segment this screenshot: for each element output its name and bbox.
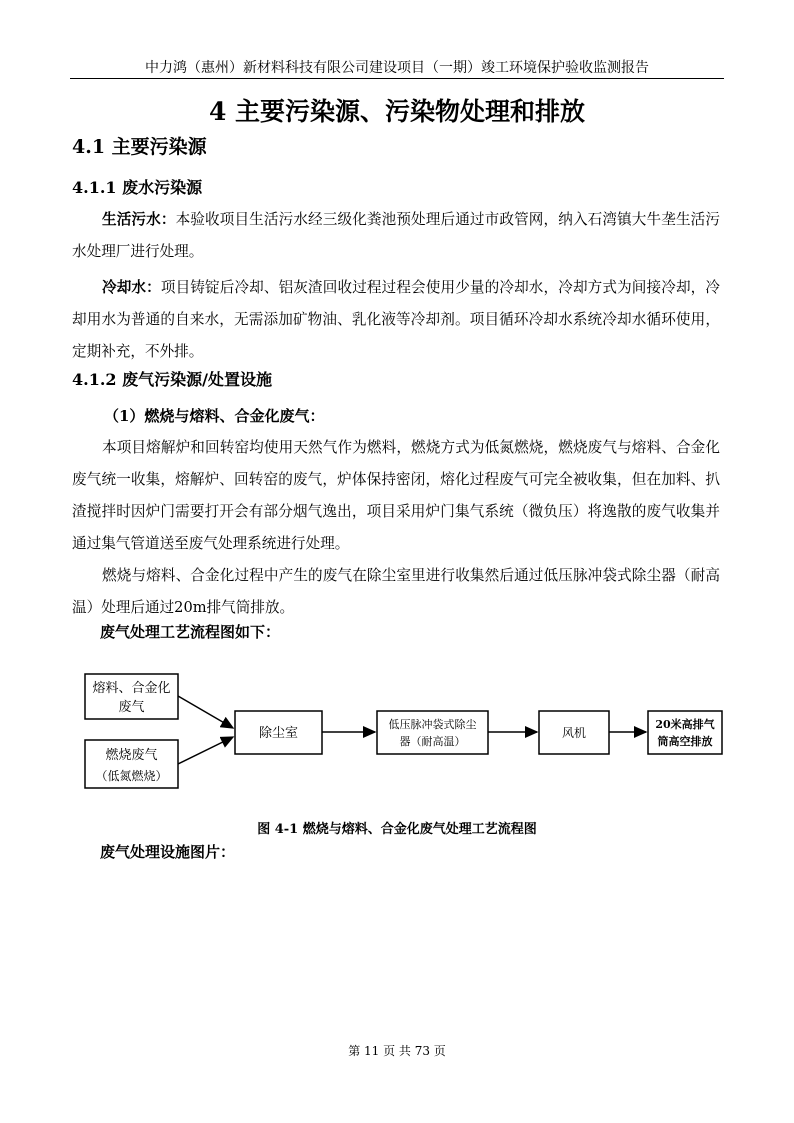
combustion-gas-paragraph: 本项目熔解炉和回转窑均使用天然气作为燃料，燃烧方式为低氮燃烧，燃烧废气与熔料、合金化废气统一收集，熔解炉、回转窑的废气，炉体保持密闭，熔化过程废气可完全被收集，但在加料、扒渣搅拌时因炉门需要打开会有部分烟气逸出，项目采用炉门集气系统（微负压）将逸散的废气收集并通过集气管道送至废气处理系统进行处理。 xyxy=(72,439,720,552)
page-number-footer: 第 11 页 共 73 页 xyxy=(348,1044,446,1058)
cooling-water-text: 项目铸锭后冷却、铝灰渣回收过程过程会使用少量的冷却水，冷却方式为间接冷却，冷却用水为普通的自来水，无需添加矿物油、乳化液等冷却剂。项目循环冷却水系统冷却水循环使用，定期补充，不外排。 xyxy=(72,279,720,360)
cooling-water-label: 冷却水： xyxy=(102,279,161,296)
box-dust-chamber-label: 除尘室 xyxy=(258,726,299,741)
box-combustion-gas xyxy=(85,740,178,788)
domestic-sewage-label: 生活污水： xyxy=(102,211,176,228)
arrow-combustion-to-chamber xyxy=(178,737,233,764)
cooling-water-paragraph xyxy=(72,272,720,368)
box-stack-emission xyxy=(648,711,722,754)
subheading-combustion-gas: （1）燃烧与熔料、合金化废气： xyxy=(104,407,325,425)
arrow-melting-to-chamber xyxy=(178,696,233,728)
figure-caption: 图 4-1 燃烧与熔料、合金化废气处理工艺流程图 xyxy=(257,822,537,837)
box-melting-alloy-gas xyxy=(85,674,178,719)
process-flow-diagram xyxy=(70,660,730,800)
box-stack-emission-line2: 筒高空排放 xyxy=(657,735,713,748)
facility-photo-label: 废气处理设施图片： xyxy=(100,843,236,861)
page-header: 中力鸿（惠州）新材料科技有限公司建设项目（一期）竣工环境保护验收监测报告 xyxy=(70,58,724,79)
box-pulse-bag-filter xyxy=(377,711,488,754)
box-fan xyxy=(539,711,609,754)
box-combustion-gas-line2: （低氮燃烧） xyxy=(95,769,168,783)
box-melting-alloy-gas-line2: 废气 xyxy=(118,700,145,715)
chapter-title: 4 主要污染源、污染物处理和排放 xyxy=(208,97,586,126)
box-fan-label: 风机 xyxy=(561,726,587,740)
box-combustion-gas-line1: 燃烧废气 xyxy=(105,748,158,763)
domestic-sewage-paragraph xyxy=(72,204,720,268)
domestic-sewage-text: 本验收项目生活污水经三级化粪池预处理后通过市政管网，纳入石湾镇大牛垄生活污水处理厂进行处理。 xyxy=(72,211,720,260)
section-heading-4-1: 4.1 主要污染源 xyxy=(72,136,207,158)
box-melting-alloy-gas-line1: 熔料、合金化 xyxy=(92,681,171,696)
treatment-paragraph: 燃烧与熔料、合金化过程中产生的废气在除尘室里进行收集然后通过低压脉冲袋式除尘器（耐高温）处理后通过20m排气筒排放。 xyxy=(72,567,720,616)
section-heading-4-1-1: 4.1.1 废水污染源 xyxy=(72,178,203,197)
box-pulse-bag-filter-line2: 器（耐高温） xyxy=(399,735,466,748)
flow-chart-label: 废气处理工艺流程图如下： xyxy=(100,623,281,641)
box-dust-chamber xyxy=(235,711,322,754)
section-heading-4-1-2: 4.1.2 废气污染源/处置设施 xyxy=(72,370,272,389)
box-pulse-bag-filter-line1: 低压脉冲袋式除尘 xyxy=(388,718,477,731)
box-stack-emission-line1: 20米高排气 xyxy=(655,718,715,731)
